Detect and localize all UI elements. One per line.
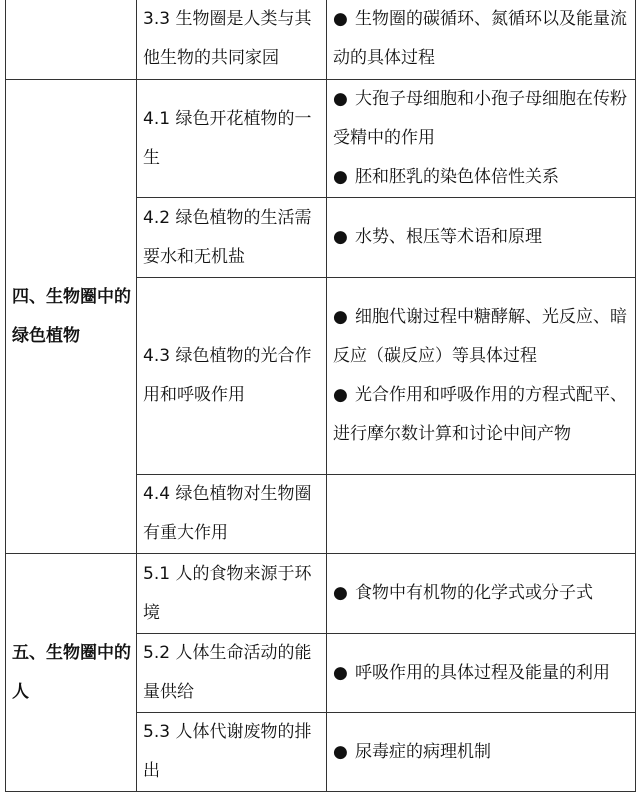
point-item: ● 胚和胚乳的染色体倍性关系 <box>333 158 631 197</box>
table-row <box>6 80 636 198</box>
bullet-icon: ● <box>333 89 348 109</box>
point-item: ● 水势、根压等术语和原理 <box>333 218 631 257</box>
point-item: ● 呼吸作用的具体过程及能量的利用 <box>333 654 631 693</box>
topic-cell <box>137 634 327 713</box>
topic-label: 4.1 绿色开花植物的一生 <box>143 108 312 168</box>
bullet-icon: ● <box>333 662 348 683</box>
topic-label: 3.3 生物圈是人类与其他生物的共同家园 <box>143 9 312 68</box>
points-cell <box>327 278 636 475</box>
topic-cell <box>137 713 327 792</box>
topic-label: 4.2 绿色植物的生活需要水和无机盐 <box>143 207 312 267</box>
bullet-icon: ● <box>333 227 348 247</box>
points-cell <box>327 80 636 198</box>
table-row <box>6 0 636 80</box>
topic-cell <box>137 278 327 475</box>
point-item: ● 生物圈的碳循环、氮循环以及能量流动的具体过程 <box>333 0 631 78</box>
points-cell <box>327 0 636 80</box>
points-cell <box>327 554 636 634</box>
topic-label: 5.1 人的食物来源于环境 <box>143 563 312 623</box>
bullet-icon: ● <box>333 741 348 762</box>
topic-label: 5.3 人体代谢废物的排出 <box>143 722 312 781</box>
points-cell <box>327 198 636 278</box>
section-cell <box>6 80 137 554</box>
point-item: ● 细胞代谢过程中糖酵解、光反应、暗反应（碳反应）等具体过程 <box>333 298 631 376</box>
curriculum-table <box>5 0 636 792</box>
bullet-icon: ● <box>333 167 348 187</box>
topic-cell <box>137 475 327 554</box>
topic-cell <box>137 554 327 634</box>
topic-cell <box>137 198 327 278</box>
points-cell <box>327 634 636 713</box>
point-item: ● 大孢子母细胞和小孢子母细胞在传粉受精中的作用 <box>333 80 631 158</box>
topic-label: 4.3 绿色植物的光合作用和呼吸作用 <box>143 346 312 405</box>
table-row <box>6 554 636 634</box>
section-label: 四、生物圈中的绿色植物 <box>12 286 131 346</box>
section-label: 五、生物圈中的人 <box>12 642 131 702</box>
section-cell <box>6 0 137 80</box>
bullet-icon: ● <box>333 385 348 405</box>
point-item: ● 尿毒症的病理机制 <box>333 733 631 772</box>
point-item: ● 食物中有机物的化学式或分子式 <box>333 574 631 613</box>
points-cell <box>327 475 636 554</box>
bullet-icon: ● <box>333 583 348 603</box>
point-item: ● 光合作用和呼吸作用的方程式配平、进行摩尔数计算和讨论中间产物 <box>333 376 631 454</box>
bullet-icon: ● <box>333 9 348 29</box>
section-cell <box>6 554 137 792</box>
points-cell <box>327 713 636 792</box>
topic-label: 4.4 绿色植物对生物圈有重大作用 <box>143 484 312 543</box>
topic-cell <box>137 80 327 198</box>
bullet-icon: ● <box>333 307 348 327</box>
topic-label: 5.2 人体生命活动的能量供给 <box>143 643 312 702</box>
topic-cell <box>137 0 327 80</box>
